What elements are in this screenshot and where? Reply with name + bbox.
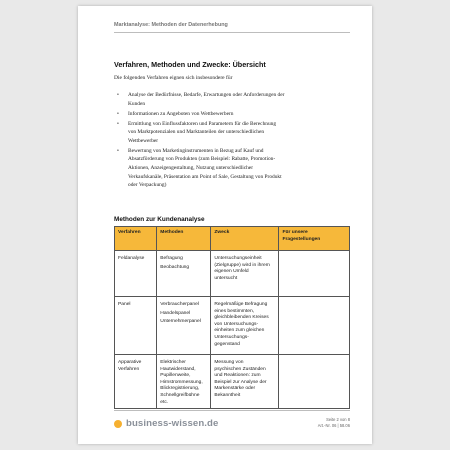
cell-methoden <box>157 355 211 409</box>
intro-text: Die folgenden Verfahren eignen sich insbesondere für <box>114 75 233 81</box>
cell-methoden <box>157 297 211 355</box>
cell-text: Verfahren <box>118 366 140 372</box>
methods-table <box>114 226 350 409</box>
bullet-line: oder Verpackung) <box>128 182 167 189</box>
bullet-line: Ermittlung von Einflussfaktoren und Parametern für die Berechnung <box>128 120 277 127</box>
cell-text: und Reaktionen: zum <box>214 373 261 379</box>
cell-text: Befragung <box>160 256 183 261</box>
cell-fragestellungen <box>279 251 350 297</box>
cell-text: Untersuchungs- <box>214 334 249 340</box>
bullet-line: Informationen zu Angeboten von Wettbewerbern <box>128 110 234 117</box>
cell-text: Unternehmerpanel <box>160 319 201 325</box>
bullet-icon: • <box>117 92 119 98</box>
cell-text: Feldanalyse <box>118 256 145 261</box>
page-number: Seite 2 von 8 <box>326 417 350 422</box>
header-zweck: Zweck <box>211 227 279 251</box>
bullet-line: Wettbewerber <box>128 137 159 144</box>
logo-text: business-wissen.de <box>126 418 219 429</box>
cell-text: Markenstärke oder <box>214 386 256 392</box>
cell-text: Untersuchungseinheit <box>214 256 262 261</box>
logo-dot-icon <box>114 420 122 428</box>
bullet-line: Verkaufskanäle, Präsentation am Point of Sale, Gestaltung von Produkt <box>128 173 282 180</box>
header-methoden: Methoden <box>157 227 211 251</box>
bullet-icon: • <box>117 120 119 127</box>
cell-text: von Untersuchungs- <box>214 321 259 327</box>
header-fragestellungen <box>279 227 350 251</box>
cell-text: Beispiel zur Analyse der <box>214 379 267 385</box>
table-row <box>115 297 350 355</box>
cell-zweck <box>211 355 279 409</box>
cell-fragestellungen <box>279 355 350 409</box>
cell-text: Regelmäßige Befragung <box>214 302 268 307</box>
cell-text: Handelspanel <box>160 310 191 316</box>
cell-text: Apparative <box>118 360 142 365</box>
footer-info <box>318 417 350 429</box>
document-page <box>78 6 372 444</box>
cell-text: gegenstand <box>214 341 240 347</box>
cell-text: psychischen Zuständen <box>214 366 266 372</box>
bullet-item <box>114 91 336 108</box>
header-fragestellungen-line: Für unsere <box>282 230 308 235</box>
cell-text: einheiten zum gleichen <box>214 328 265 334</box>
running-header: Marktanalyse: Methoden der Datenerhebung <box>114 22 228 28</box>
cell-text: Beobachtung <box>160 264 190 270</box>
header-divider <box>114 32 350 33</box>
cell-text: Hirnstrommessung, <box>160 379 203 385</box>
bullet-icon: • <box>117 147 119 154</box>
cell-text: Verbraucherpanel <box>160 302 199 307</box>
business-wissen-logo <box>114 418 218 429</box>
cell-text: eigenen Umfeld <box>214 269 249 275</box>
cell-text: untersucht <box>214 275 238 281</box>
cell-verfahren <box>115 251 157 297</box>
cell-text: Messung von <box>214 360 244 365</box>
bullet-item <box>114 147 336 190</box>
bullet-list <box>114 91 336 191</box>
cell-text: gleichbleibenden Kreises <box>214 315 269 321</box>
header-verfahren: Verfahren <box>115 227 157 251</box>
cell-zweck <box>211 297 279 355</box>
table-header-row <box>115 227 350 251</box>
bullet-item <box>114 110 336 119</box>
cell-verfahren <box>115 297 157 355</box>
cell-fragestellungen <box>279 297 350 355</box>
footer-divider <box>114 410 350 411</box>
cell-methoden <box>157 251 211 297</box>
cell-verfahren <box>115 355 157 409</box>
bullet-line: Kunden <box>128 100 146 107</box>
bullet-icon: • <box>117 110 119 117</box>
cell-text: Bekanntheit <box>214 392 241 398</box>
bullet-line: Analyse der Bedürfnisse, Bedarfe, Erwartungen oder Anforderungen der <box>128 92 285 98</box>
article-number: Art.-Nr. 06 | 58.06 <box>317 423 350 428</box>
cell-text: Pupillenweite, <box>160 373 191 379</box>
bullet-item <box>114 120 336 146</box>
cell-text: eines bestimmten, <box>214 308 255 314</box>
header-fragestellungen-line: Fragestellungen <box>282 236 321 242</box>
bullet-line: Aktionen, Anzeigengestaltung, Nutzung unterschiedlicher <box>128 164 253 171</box>
section-title: Verfahren, Methoden und Zwecke: Übersicht <box>114 60 266 69</box>
bullet-line: Absatzförderung von Produkten (zum Beispiel: Rabatte, Promotion- <box>128 156 276 163</box>
cell-text: Blickregistrierung, <box>160 386 200 392</box>
cell-text: Hautwiderstand, <box>160 366 196 372</box>
cell-text: (Zielgruppe) wird in ihrem <box>214 262 270 268</box>
bullet-line: Bewertung von Marketinginstrumenten in Bezug auf Kauf und <box>128 147 264 154</box>
bullet-line: von Marktpotenzialen und Marktanteilen der unterschiedlichen <box>128 129 265 136</box>
table-title: Methoden zur Kundenanalyse <box>114 216 205 223</box>
cell-zweck <box>211 251 279 297</box>
cell-text: Elektrischer <box>160 360 186 365</box>
cell-text: Panel <box>118 302 131 307</box>
cell-text: Schnellgreifbühne <box>160 392 200 398</box>
table-row <box>115 355 350 409</box>
cell-text: etc. <box>160 399 169 405</box>
table-row <box>115 251 350 297</box>
